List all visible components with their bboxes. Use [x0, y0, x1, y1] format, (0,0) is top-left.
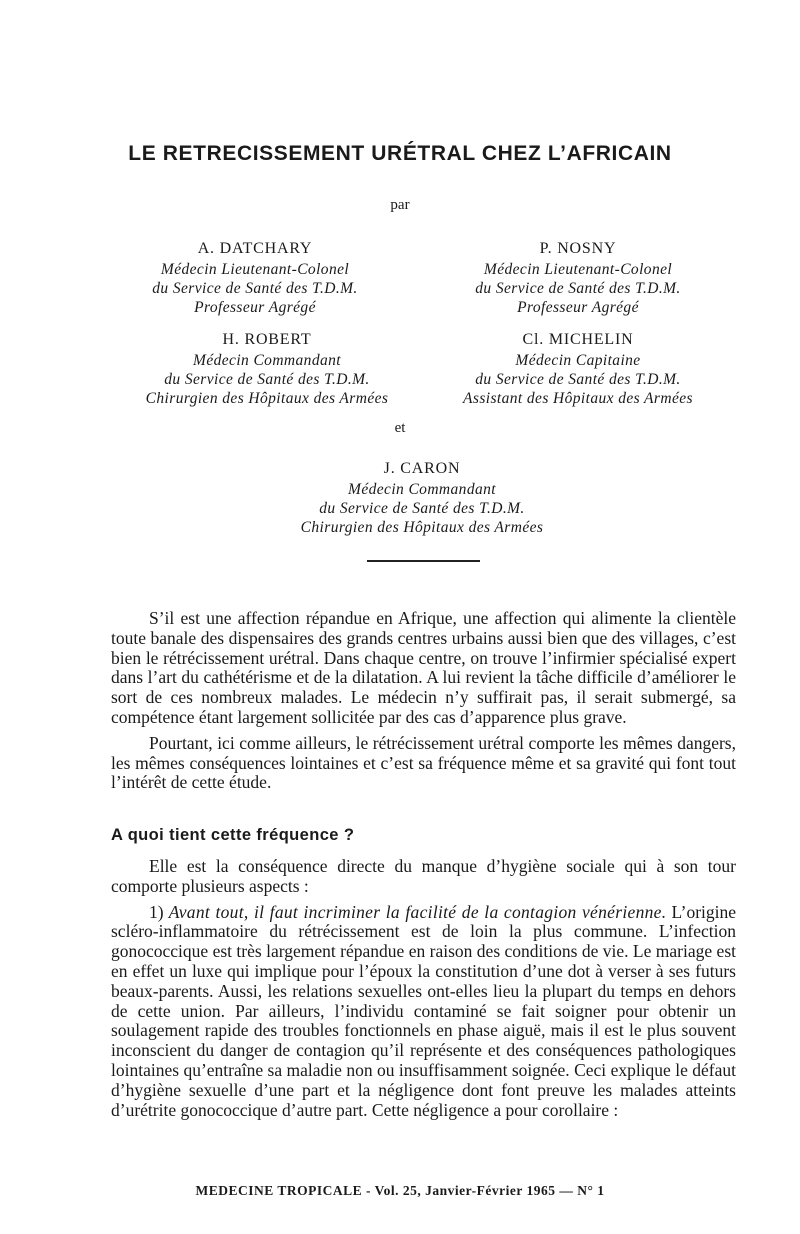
- author-title: Chirurgien des Hôpitaux des Armées: [300, 519, 544, 536]
- author-name: J. CARON: [383, 460, 461, 477]
- author-service: du Service de Santé des T.D.M.: [319, 500, 525, 517]
- body-paragraph: Pourtant, ici comme ailleurs, le rétrécissement urétral comporte les mêmes dangers, les mêmes conséquences lointaines et c’est sa fréquence même et sa gravité qui font tout l’intérêt de cette étude.: [111, 732, 736, 793]
- author-block: [117, 330, 417, 408]
- author-title: Assistant des Hôpitaux des Armées: [463, 390, 693, 407]
- author-title: Chirurgien des Hôpitaux des Armées: [145, 390, 389, 407]
- section-heading: A quoi tient cette fréquence ?: [111, 826, 355, 844]
- point-lead: Avant tout, il faut incriminer la facilité de la contagion vénérienne.: [168, 901, 667, 922]
- author-block: [428, 239, 728, 317]
- author-block: [105, 239, 405, 317]
- point-number: 1): [149, 901, 164, 922]
- author-service: du Service de Santé des T.D.M.: [152, 280, 358, 297]
- and-label: et: [394, 420, 406, 436]
- point-paragraph: [111, 903, 736, 1121]
- author-title: Professeur Agrégé: [194, 299, 316, 316]
- body-paragraph: Elle est la conséquence directe du manque d’hygiène sociale qui à son tour comporte plusieurs aspects :: [111, 856, 736, 896]
- author-service: du Service de Santé des T.D.M.: [475, 280, 681, 297]
- separator-rule: [367, 560, 480, 562]
- author-name: Cl. MICHELIN: [522, 331, 634, 348]
- by-label: par: [390, 197, 410, 213]
- journal-footer: MEDECINE TROPICALE - Vol. 25, Janvier-Février 1965 — N° 1: [195, 1183, 605, 1198]
- author-rank: Médecin Capitaine: [515, 352, 641, 369]
- author-title: Professeur Agrégé: [517, 299, 639, 316]
- body-paragraph: S’il est une affection répandue en Afrique, une affection qui alimente la clientèle toute banale des dispensaires des grands centres urbains aussi bien que des villages, c’est bien le rétrécissement urétral. Dans chaque centre, on trouve l’infirmier spécialisé expert dans l’art du cathétérisme et de la dilatation. A lui revient la tâche difficile d’améliorer le sort de ces nombreux malades. Le médecin n’y suffirait pas, il serait submergé, sa compétence étant largement sollicitée par des cas d’apparence plus grave.: [111, 608, 736, 727]
- author-name: P. NOSNY: [539, 240, 617, 257]
- author-service: du Service de Santé des T.D.M.: [475, 371, 681, 388]
- author-block: [428, 330, 728, 408]
- point-text: L’origine scléro-inflammatoire du rétrécissement est de loin la plus commune. L’infection gonococcique est très largement répandue en raison des conditions de vie. Le mariage est en effet un luxe qui implique pour l’époux la constitution d’une dot à verser à ses futurs beaux-parents. Aussi, les relations sexuelles ont-elles lieu la plupart du temps en dehors de cette union. Par ailleurs, l’individu contaminé se fait soigner pour obtenir un soulagement rapide des troubles fonctionnels en phase aiguë, mais il est le plus souvent inconscient du danger de contagion qu’il représente et des conséquences pathologiques lointaines qu’entraîne sa maladie non ou insuffisamment soignée. Ceci explique le défaut d’hygiène sexuelle d’une part et la négligence dont font preuve les malades atteints d’urétrite gonococcique d’autre part. Cette négligence a pour corollaire :: [111, 901, 737, 1120]
- section-body: [111, 857, 736, 1120]
- author-rank: Médecin Commandant: [193, 352, 341, 369]
- article-title: LE RETRECISSEMENT URÉTRAL CHEZ L’AFRICAIN: [128, 142, 672, 165]
- author-service: du Service de Santé des T.D.M.: [164, 371, 370, 388]
- author-name: A. DATCHARY: [197, 240, 313, 257]
- intro-section: [111, 609, 736, 793]
- author-rank: Médecin Lieutenant-Colonel: [160, 261, 350, 278]
- author-rank: Médecin Lieutenant-Colonel: [483, 261, 673, 278]
- author-rank: Médecin Commandant: [348, 481, 496, 498]
- author-name: H. ROBERT: [222, 331, 312, 348]
- author-block: [272, 459, 572, 537]
